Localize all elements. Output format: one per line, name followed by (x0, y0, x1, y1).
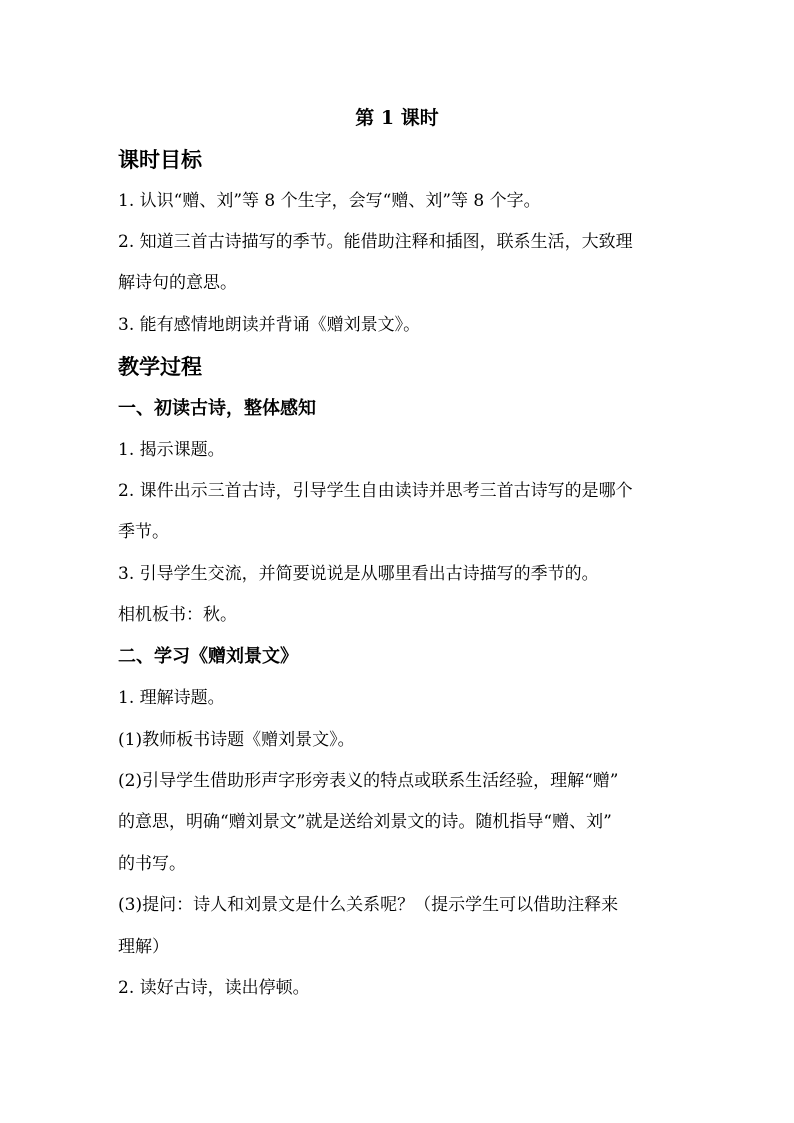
objective-line: 3. 能有感情地朗读并背诵《赠刘景文》。 (118, 315, 421, 335)
paragraph-line: 理解） (118, 937, 169, 957)
paragraph-line: 相机板书：秋。 (118, 605, 237, 625)
section-heading-objectives: 课时目标 (118, 147, 202, 172)
paragraph-line: 1. 揭示课题。 (118, 440, 225, 460)
objective-line: 解诗句的意思。 (118, 273, 237, 293)
paragraph-line: 的意思，明确“赠刘景文”就是送给刘景文的诗。随机指导“赠、刘” (118, 812, 612, 832)
paragraph-line: 1. 理解诗题。 (118, 688, 225, 708)
paragraph-line: 2. 读好古诗，读出停顿。 (118, 978, 310, 998)
paragraph-line: (3)提问：诗人和刘景文是什么关系呢？（提示学生可以借助注释来 (118, 895, 619, 915)
paragraph-line: 季节。 (118, 522, 169, 542)
paragraph-line: 2. 课件出示三首古诗，引导学生自由读诗并思考三首古诗写的是哪个 (118, 481, 633, 501)
part1-heading: 一、初读古诗，整体感知 (118, 398, 316, 419)
paragraph-line: 的书写。 (118, 854, 186, 874)
section-heading-process: 教学过程 (118, 354, 202, 379)
paragraph-line: 3. 引导学生交流，并简要说说是从哪里看出古诗描写的季节的。 (118, 564, 599, 584)
objective-line: 2. 知道三首古诗描写的季节。能借助注释和插图，联系生活，大致理 (118, 232, 633, 252)
objective-line: 1. 认识“赠、刘”等 8 个生字，会写“赠、刘”等 8 个字。 (118, 191, 541, 211)
part2-heading: 二、学习《赠刘景文》 (118, 646, 298, 667)
paragraph-line: (2)引导学生借助形声字形旁表义的特点或联系生活经验，理解“赠” (118, 771, 619, 791)
page-title: 第 1 课时 (355, 107, 439, 129)
paragraph-line: (1)教师板书诗题《赠刘景文》。 (118, 730, 355, 750)
